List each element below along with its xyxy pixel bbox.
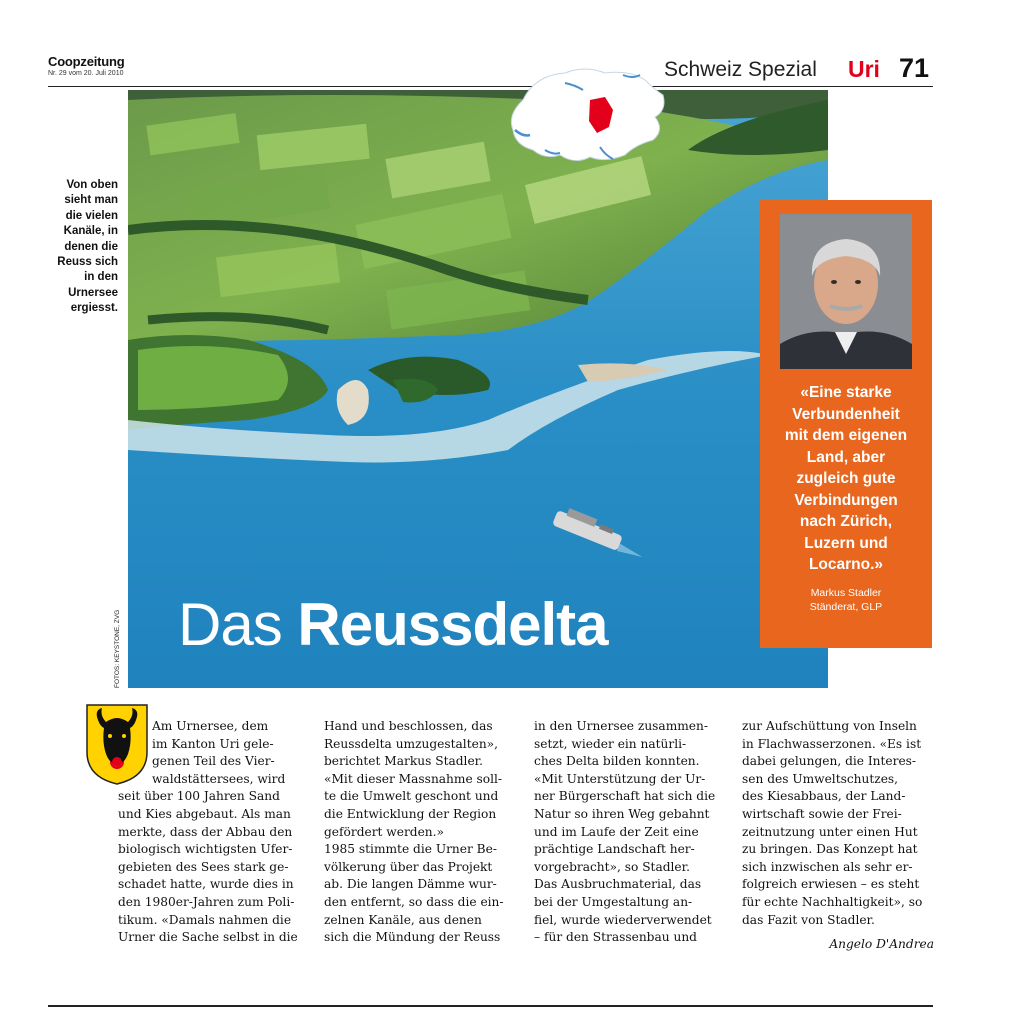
quote-line: Land, aber (806, 448, 886, 466)
quote-line: Luzern und (804, 534, 888, 552)
quote-line: «Eine starke (800, 384, 892, 401)
article-author: Angelo D'Andrea (829, 937, 934, 951)
caption-line: Reuss sich (57, 256, 118, 269)
article-line: zelnen Kanäle, aus denen (324, 912, 482, 927)
quote-line: Verbindungen (794, 491, 898, 509)
article-line: zeitnutzung unter einen Hut (742, 824, 918, 839)
article-line: seit über 100 Jahren Sand (118, 789, 280, 804)
article-line: «Mit dieser Massnahme soll- (324, 771, 503, 786)
quote-line: Locarno.» (808, 556, 884, 573)
article-line: den entfernt, so dass die ein- (324, 894, 504, 909)
article-line: das Fazit von Stadler. (742, 912, 875, 927)
article-line: des Kiesabbaus, der Land- (742, 789, 906, 804)
article-line: merkte, dass der Abbau den (118, 824, 293, 839)
article-line: sen des Umweltschutzes, (742, 771, 899, 786)
article-line: 1985 stimmte die Urner Be- (324, 842, 497, 857)
article-column-4 (742, 718, 934, 929)
article-line: die Entwicklung der Region (324, 806, 497, 821)
article-line: vorgebracht», so Stadler. (534, 859, 690, 874)
headline-bold: Reussdelta (297, 591, 608, 658)
article-line: ches Delta bilden konnten. (534, 754, 700, 769)
article-line: in Flachwasserzonen. «Es ist (742, 736, 922, 751)
article-line: Natur so ihren Weg gebahnt (534, 806, 710, 821)
article-line: prächtige Landschaft her- (534, 842, 695, 857)
article-line: Am Urnersee, dem (152, 719, 269, 733)
article-line: folgreich erwiesen – es steht (742, 877, 920, 892)
article-line: sich die Mündung der Reuss (324, 930, 501, 945)
article-line: Hand und beschlossen, das (324, 719, 493, 733)
photo-caption (40, 178, 118, 317)
article-line: biologisch wichtigsten Ufer- (118, 842, 293, 857)
caption-line: Von oben (66, 179, 118, 191)
headline-light: Das (178, 591, 282, 658)
article-line: für echte Nachhaltigkeit», so (742, 894, 923, 909)
article-line: – für den Strassenbau und (534, 930, 697, 945)
section-title: Schweiz Spezial (664, 58, 817, 81)
canton-name: Uri (848, 56, 880, 82)
quote-author-name: Markus Stadler (810, 587, 882, 599)
article-line: den 1980er-Jahren zum Poli- (118, 894, 295, 909)
article-line: dabei gelungen, die Interes- (742, 754, 917, 769)
article-line: Urner die Sache selbst in die (118, 930, 298, 945)
caption-line: denen die (64, 240, 118, 253)
pull-quote (766, 382, 926, 576)
article-line: sich inzwischen als sehr er- (742, 859, 913, 874)
quote-line: nach Zürich, (799, 513, 893, 530)
photo-credit-text: FOTOS: KEYSTONE, ZVG (114, 609, 121, 688)
article-line: setzt, wieder ein natürli- (534, 736, 687, 751)
quote-author-role: Ständerat, GLP (809, 601, 883, 613)
article-line: ab. Die langen Dämme wur- (324, 877, 497, 892)
caption-line: die vielen (65, 209, 118, 222)
caption-line: Kanäle, in (63, 225, 118, 238)
article-column-2 (324, 718, 516, 947)
article-line: bei der Umgestaltung an- (534, 894, 693, 909)
page-number: 71 (899, 53, 930, 83)
article-line: und Kies abgebaut. Als man (118, 806, 291, 821)
article-line: im Kanton Uri gele- (152, 736, 274, 751)
switzerland-map-icon (505, 55, 670, 170)
article-line: zu bringen. Das Konzept hat (742, 842, 918, 857)
article-line: gebieten des Sees stark ge- (118, 859, 289, 874)
quote-line: zugleich gute (796, 470, 896, 487)
issue-date: Nr. 29 vom 20. Juli 2010 (48, 70, 124, 77)
article-line: fiel, wurde wiederverwendet (534, 912, 712, 927)
article-line: tikum. «Damals nahmen die (118, 912, 292, 927)
article-line: genen Teil des Vier- (152, 754, 275, 769)
article-line: Reussdelta umzugestalten», (324, 736, 498, 751)
caption-line: ergiesst. (70, 302, 118, 315)
caption-line: in den (84, 271, 118, 284)
caption-line: sieht man (64, 194, 118, 207)
article-line: berichtet Markus Stadler. (324, 754, 484, 769)
article-column-3 (534, 718, 724, 947)
article-line: wirtschaft sowie der Frei- (742, 806, 902, 821)
portrait-photo (780, 214, 912, 369)
article-line: te die Umwelt geschont und (324, 789, 499, 804)
article-line: völkerung über das Projekt (324, 859, 493, 874)
photo-credit (114, 600, 124, 690)
article-line: gefördert werden.» (324, 824, 444, 839)
caption-line: Urnersee (68, 286, 118, 299)
quote-line: mit dem eigenen (784, 427, 908, 444)
article-line: ner Bürgerschaft hat sich die (534, 789, 716, 804)
article-line: «Mit Unterstützung der Ur- (534, 771, 706, 786)
header-rule (48, 86, 933, 87)
publication-name: Coopzeitung (48, 54, 125, 69)
article-line: waldstättersees, wird (152, 771, 286, 786)
article-line: schadet hatte, wurde dies in (118, 877, 294, 892)
footer-rule (48, 1005, 933, 1007)
quote-line: Verbundenheit (792, 405, 900, 423)
article-line: zur Aufschüttung von Inseln (742, 719, 917, 733)
article-line: und im Laufe der Zeit eine (534, 824, 699, 839)
article-headline (178, 590, 608, 659)
article-line: in den Urnersee zusammen- (534, 719, 708, 733)
article-line: Das Ausbruchmaterial, das (534, 877, 702, 892)
article-column-1 (118, 718, 308, 947)
